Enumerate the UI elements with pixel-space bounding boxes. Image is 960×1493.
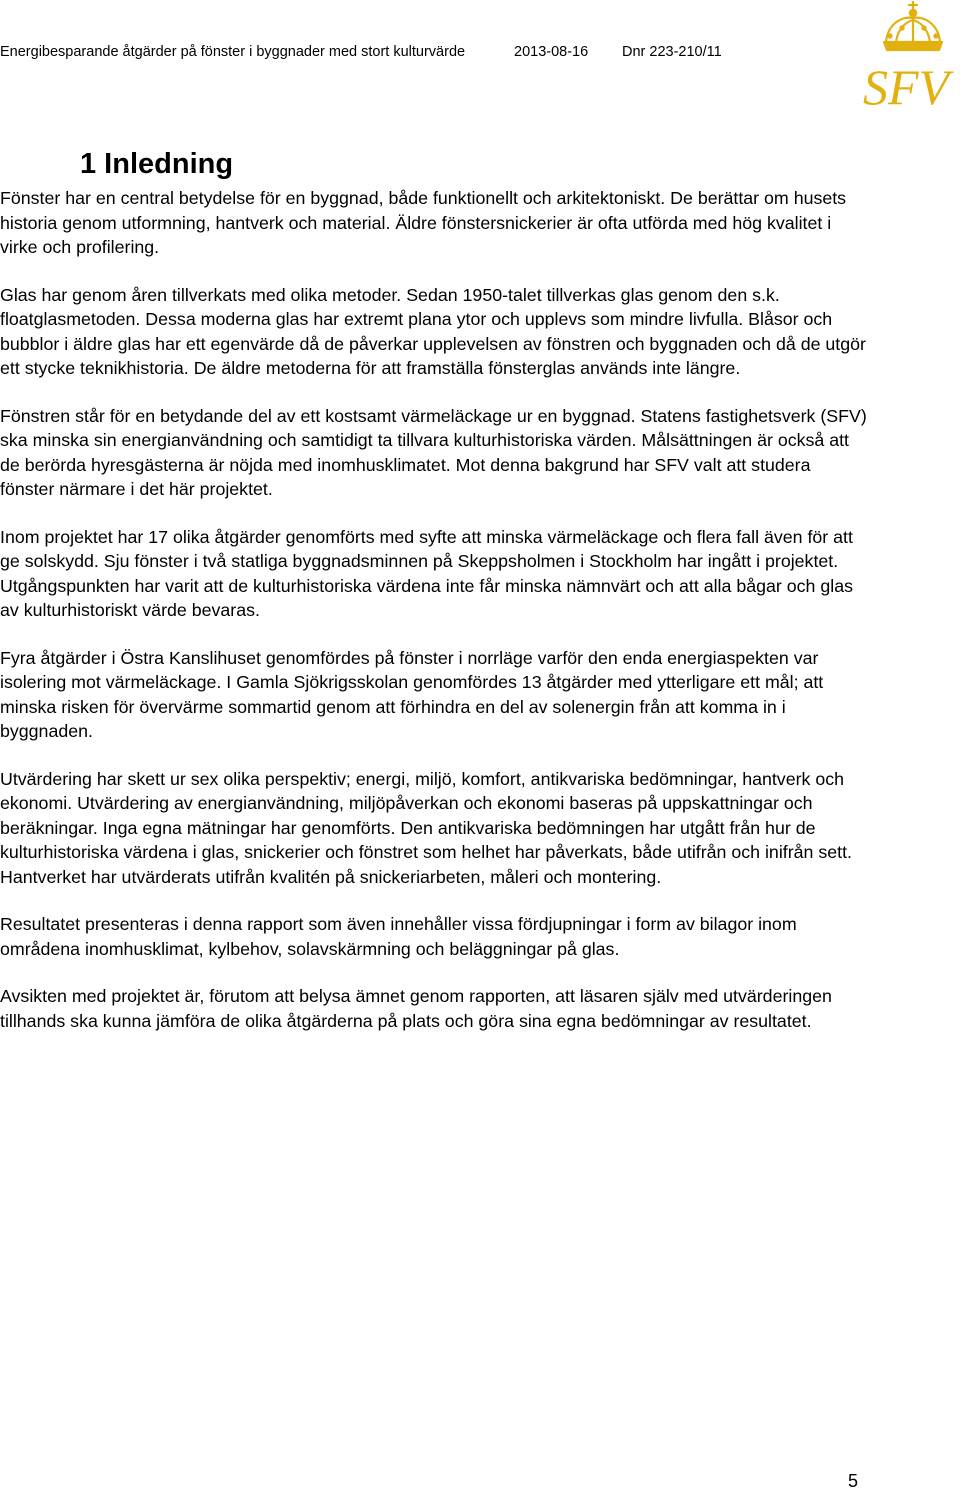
paragraph: Glas har genom åren tillverkats med olika metoder. Sedan 1950-talet tillverkas glas genom den s.k. floatglasmetoden. Dessa moderna glas har extremt plana ytor och upplevs som mindre livfulla. Blåsor och bubblor i äldre glas har ett egenvärde då de påverkar upplevelsen av fönstren och byggnaden och då de utgör ett stycke teknikhistoria. De äldre metoderna för att framställa fönsterglas används inte längre. (0, 284, 866, 378)
document-date: 2013-08-16 (514, 44, 589, 60)
page-header (0, 44, 780, 66)
page-number: 5 (848, 1471, 859, 1491)
logo-text: SFV (862, 59, 950, 115)
document-dnr: Dnr 223-210/11 (622, 44, 722, 60)
crown-icon (838, 0, 960, 122)
paragraph: Fönster har en central betydelse för en byggnad, både funktionellt och arkitektoniskt. De berättar om husets historia genom utformning, hantverk och material. Äldre fönstersnickerier är ofta utförda med hög kvalitet i virke och profilering. (0, 188, 847, 257)
body-text (0, 186, 868, 1056)
sfv-logo (838, 0, 960, 122)
document-title: Energibesparande åtgärder på fönster i byggnader med stort kulturvärde (0, 44, 466, 60)
paragraph: Fyra åtgärder i Östra Kanslihuset genomfördes på fönster i norrläge varför den enda energiaspekten var isolering mot värmeläckage. I Gamla Sjökrigsskolan genomfördes 13 åtgärder med ytterligare ett mål; att minska risken för övervärme sommartid genom att förhindra en del av solenergin från att komma in i byggnaden. (0, 647, 824, 741)
paragraph: Avsikten med projektet är, förutom att belysa ämnet genom rapporten, att läsaren själv med utvärderingen tillhands ska kunna jämföra de olika åtgärderna på plats och göra sina egna bedömningar av resultatet. (0, 986, 832, 1031)
paragraph: Inom projektet har 17 olika åtgärder genomförts med syfte att minska värmeläckage och flera fall även för att ge solskydd. Sju fönster i två statliga byggnadsminnen på Skeppsholmen i Stockholm har ingått i projektet. Utgångspunkten har varit att de kulturhistoriska värdena inte får minska nämnvärt och att alla bågar och glas av kulturhistoriskt värde bevaras. (0, 526, 853, 620)
paragraph: Utvärdering har skett ur sex olika perspektiv; energi, miljö, komfort, antikvariska bedömningar, hantverk och ekonomi. Utvärdering av energianvändning, miljöpåverkan och ekonomi baseras på uppskattningar och beräkningar. Inga egna mätningar har genomförts. Den antikvariska bedömningen har utgått från hur de kulturhistoriska värdena i glas, snickerier och fönstret som helhet har påverkats, både utifrån och inifrån sett. Hantverket har utvärderats utifrån kvalitén på snickeriarbeten, måleri och montering. (0, 768, 852, 887)
paragraph: Resultatet presenteras i denna rapport som även innehåller vissa fördjupningar i form av bilagor inom områdena inomhusklimat, kylbehov, solavskärmning och beläggningar på glas. (0, 914, 797, 959)
paragraph: Fönstren står för en betydande del av ett kostsamt värmeläckage ur en byggnad. Statens fastighetsverk (SFV) ska minska sin energianvändning och samtidigt ta tillvara kulturhistoriska värden. Målsättningen är också att de berörda hyresgästerna är nöjda med inomhusklimatet. Mot denna bakgrund har SFV valt att studera fönster närmare i det här projektet. (0, 405, 867, 499)
section-heading: 1 Inledning (80, 148, 234, 180)
